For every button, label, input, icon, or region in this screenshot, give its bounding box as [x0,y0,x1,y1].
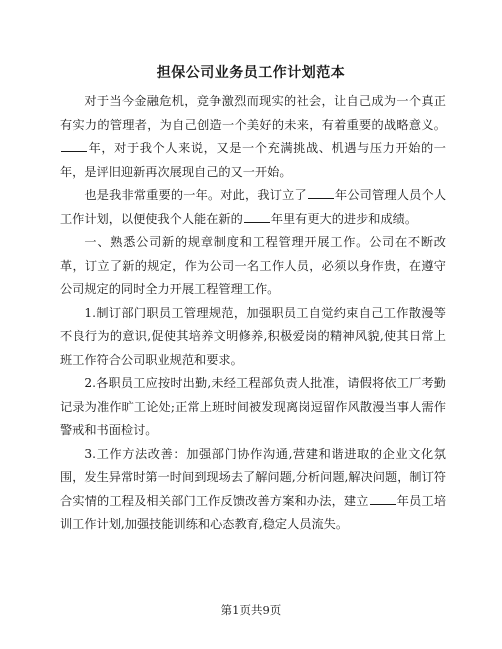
paragraph-6-text-b: 年员工培训工作计划,加强技能训练和心态教育,稳定人员流失。 [60,493,447,531]
paragraph-2-text-c: 年里有更大的进步和成绩。 [270,211,418,226]
year-blank [61,139,87,152]
paragraph-4-text: 1.制订部门职员工管理规范，加强职员工自觉约束自己工作散漫等不良行为的意识,促使其培养文明修养,积极爱岗的精神风貌,使其日常上班工作符合公司职业规范和要求。 [60,305,446,367]
page-number: 第1页共9页 [220,603,282,617]
paragraph-3-text: 一、熟悉公司新的规章制度和工程管理开展工作。公司在不断改革，订立了新的规定，作为公司一名工作人员，必须以身作贵，在遵守公司规定的同时全力开展工程管理工作。 [60,235,446,296]
paragraph-3 [60,231,446,302]
paragraph-6-text-a: 3.工作方法改善：加强部门协作沟通,营建和谐进取的企业文化氛围，发生异常时第一时间到现场去了解问题,分析问题,解决问题，制订符合实情的工程及相关部门工作反馈改善方案和办法，建立 [60,446,446,508]
paragraph-6 [60,443,446,537]
year-blank [244,210,270,223]
paragraph-1 [60,90,446,184]
paragraph-1-text-b: 年，对于我个人来说，又是一个充满挑战、机遇与压力开始的一年，是评旧迎新再次展现自己的又一开始。 [60,141,446,179]
paragraph-2-text-b: 年公司管理人员个人工作计划，以便使我个人能在新的 [60,188,446,226]
paragraph-4 [60,302,446,373]
year-blank [370,492,396,505]
paragraph-5-text: 2.各职员工应按时出勤,未经工程部负责人批准，请假将依工厂考勤记录为准作旷工论处;正常上班时间被发现离岗逗留作风散漫当事人需作警戒和书面检讨。 [60,376,446,437]
paragraph-1-text-a: 对于当今金融危机，竞争激烈而现实的社会，让自己成为一个真正有实力的管理者，为自己创造一个美好的未来，有着重要的战略意义。 [60,94,446,132]
page-title: 担保公司业务员工作计划范本 [156,65,346,81]
paragraph-5 [60,372,446,443]
paragraph-2 [60,184,446,231]
paragraph-2-text-a: 也是我非常重要的一年。对此，我订立了 [84,188,307,202]
year-blank [308,186,334,199]
document-body [60,90,446,537]
